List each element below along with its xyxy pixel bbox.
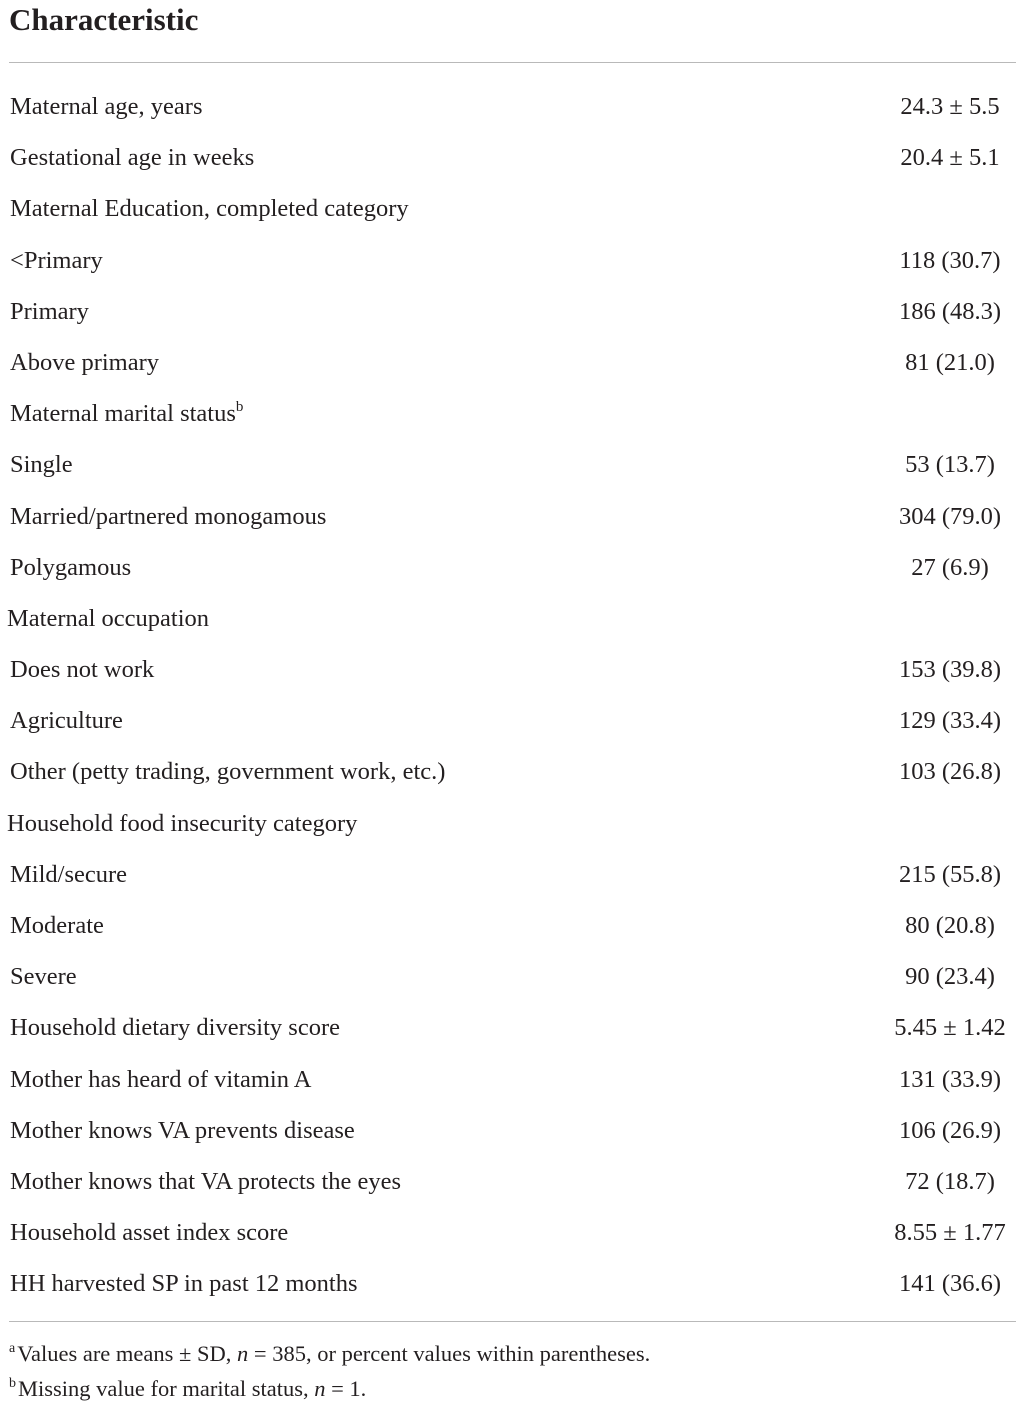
footnote-text: = 385, or percent values within parentheses. <box>248 1341 651 1366</box>
row-label: Maternal occupation <box>7 604 210 632</box>
row-value: 90 (23.4) <box>905 963 995 991</box>
table-row <box>0 951 1021 1002</box>
table-row <box>0 1054 1021 1105</box>
row-value: 8.55 ± 1.77 <box>894 1219 1006 1247</box>
table-row <box>0 1207 1021 1258</box>
row-label: Household dietary diversity score <box>10 1014 340 1042</box>
table-row <box>0 1105 1021 1156</box>
row-value: 129 (33.4) <box>898 707 1002 735</box>
row-label-text: Maternal marital status <box>10 400 236 428</box>
row-label: Agriculture <box>10 707 123 735</box>
footnote-italic: n <box>237 1341 249 1366</box>
table-row <box>0 1002 1021 1053</box>
footnote-b <box>9 1371 1009 1406</box>
row-label: Married/partnered monogamous <box>10 502 327 530</box>
row-label: Household food insecurity category <box>7 809 358 837</box>
row-label-with-note <box>10 388 243 439</box>
footer-rule <box>9 1321 1016 1322</box>
row-value: 153 (39.8) <box>898 656 1002 684</box>
table-footnotes <box>9 1336 1009 1406</box>
row-value: 27 (6.9) <box>911 553 989 581</box>
footnote-text: = 1. <box>325 1376 367 1401</box>
table-row <box>0 132 1021 183</box>
row-label: <Primary <box>10 246 103 274</box>
table-row-category <box>0 798 1021 849</box>
table-row <box>0 81 1021 132</box>
row-label: Moderate <box>10 912 104 939</box>
row-label: Mother knows VA prevents disease <box>10 1116 355 1144</box>
row-value: 131 (33.9) <box>898 1065 1002 1093</box>
footnote-mark: a <box>9 1341 16 1356</box>
table-row <box>0 746 1021 797</box>
row-value: 215 (55.8) <box>898 860 1002 888</box>
row-label: Above primary <box>10 348 159 376</box>
row-value: 118 (30.7) <box>899 246 1001 274</box>
row-label: Severe <box>10 963 77 991</box>
footnote-mark: b <box>235 399 244 416</box>
row-label: Household asset index score <box>10 1219 289 1247</box>
row-value: 186 (48.3) <box>898 297 1002 325</box>
table-header-characteristic: Characteristic <box>9 2 199 37</box>
row-label: Single <box>10 451 73 479</box>
row-label: Polygamous <box>10 553 132 581</box>
row-value: 72 (18.7) <box>905 1167 995 1195</box>
row-value: 103 (26.8) <box>898 758 1002 786</box>
table-row <box>0 235 1021 286</box>
row-label: Mother has heard of vitamin A <box>10 1065 312 1093</box>
table-row <box>0 1258 1021 1309</box>
row-value: 81 (21.0) <box>905 348 995 376</box>
table-row <box>0 542 1021 593</box>
table-body <box>0 81 1021 1310</box>
row-value: 304 (79.0) <box>898 502 1002 530</box>
row-value: 80 (20.8) <box>905 912 995 939</box>
row-label: Maternal age, years <box>10 93 203 120</box>
footnote-mark: b <box>9 1376 16 1391</box>
row-label: HH harvested SP in past 12 months <box>10 1270 358 1298</box>
table-row <box>0 695 1021 746</box>
row-label: Mother knows that VA protects the eyes <box>10 1167 402 1195</box>
footnote-text: Values are means ± SD, <box>17 1341 238 1366</box>
row-value: 20.4 ± 5.1 <box>900 144 1000 172</box>
row-value: 53 (13.7) <box>905 451 995 479</box>
footnote-a <box>9 1336 1009 1371</box>
row-label: Maternal Education, completed category <box>10 195 409 223</box>
footnote-text: Missing value for marital status, <box>18 1376 315 1401</box>
table-row-category <box>0 183 1021 234</box>
row-label: Does not work <box>10 656 155 684</box>
footnote-italic: n <box>314 1376 326 1401</box>
row-label: Primary <box>10 297 89 325</box>
table-row <box>0 439 1021 490</box>
table-row <box>0 337 1021 388</box>
row-value: 141 (36.6) <box>898 1270 1002 1298</box>
row-label: Other (petty trading, government work, etc.) <box>10 758 446 786</box>
header-rule <box>9 62 1016 63</box>
table-row-category <box>0 388 1021 439</box>
table-row <box>0 900 1021 951</box>
row-value: 24.3 ± 5.5 <box>900 93 1000 120</box>
table-row <box>0 491 1021 542</box>
row-value: 5.45 ± 1.42 <box>894 1014 1006 1042</box>
row-label: Mild/secure <box>10 860 128 888</box>
row-value: 106 (26.9) <box>898 1116 1002 1144</box>
table-row-category <box>0 593 1021 644</box>
table-row <box>0 644 1021 695</box>
row-label: Gestational age in weeks <box>10 144 255 172</box>
table-row <box>0 849 1021 900</box>
table-row <box>0 1156 1021 1207</box>
table-row <box>0 286 1021 337</box>
